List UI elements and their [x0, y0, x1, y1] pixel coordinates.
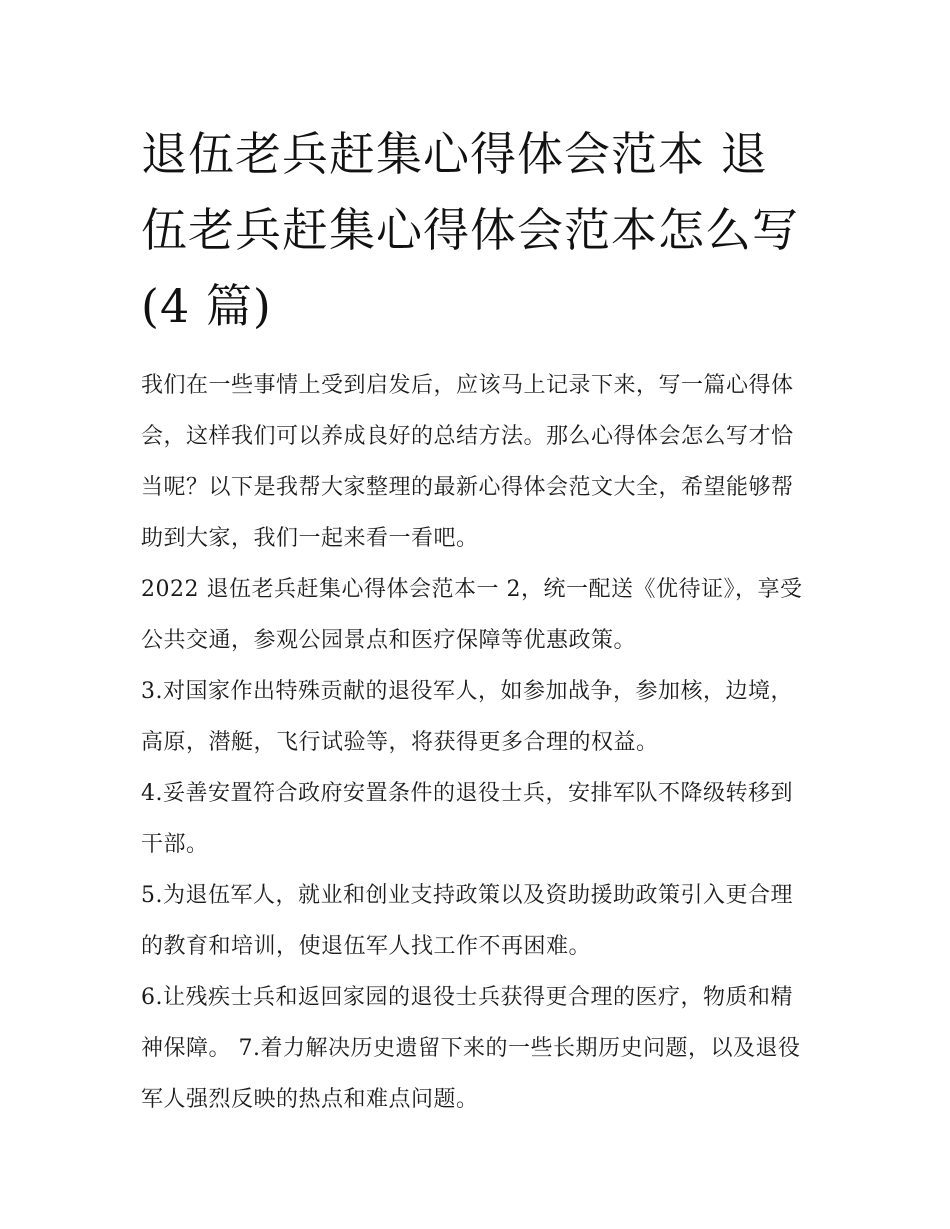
- document-content: [141, 116, 813, 1125]
- paragraph-item-5: 5.为退伍军人，就业和创业支持政策以及资助援助政策引入更合理的教育和培训，使退伍军人找工作不再困难。: [141, 883, 793, 959]
- paragraph-item-3: 3.对国家作出特殊贡献的退役军人，如参加战争，参加核，边境，高原，潜艇，飞行试验等，将获得更多合理的权益。: [141, 679, 793, 755]
- paragraph-item-4: 4.妥善安置符合政府安置条件的退役士兵，安排军队不降级转移到干部。: [141, 781, 793, 857]
- paragraph-item-2: 2022 退伍老兵赶集心得体会范本一 2，统一配送《优待证》，享受公共交通，参观公园景点和医疗保障等优惠政策。: [141, 577, 803, 653]
- paragraph-item-6-7: 6.让残疾士兵和返回家园的退役士兵获得更合理的医疗，物质和精神保障。 7.着力解决历史遗留下来的一些长期历史问题，以及退役军人强烈反映的热点和难点问题。: [141, 985, 801, 1112]
- document-title: 退伍老兵赶集心得体会范本 退伍老兵赶集心得体会范本怎么写(4 篇): [141, 127, 799, 333]
- document-body: [141, 360, 813, 1125]
- paragraph-intro: 我们在一些事情上受到启发后，应该马上记录下来，写一篇心得体会，这样我们可以养成良好的总结方法。那么心得体会怎么写才恰当呢？以下是我帮大家整理的最新心得体会范文大全，希望能够帮助到大家，我们一起来看一看吧。: [141, 373, 794, 551]
